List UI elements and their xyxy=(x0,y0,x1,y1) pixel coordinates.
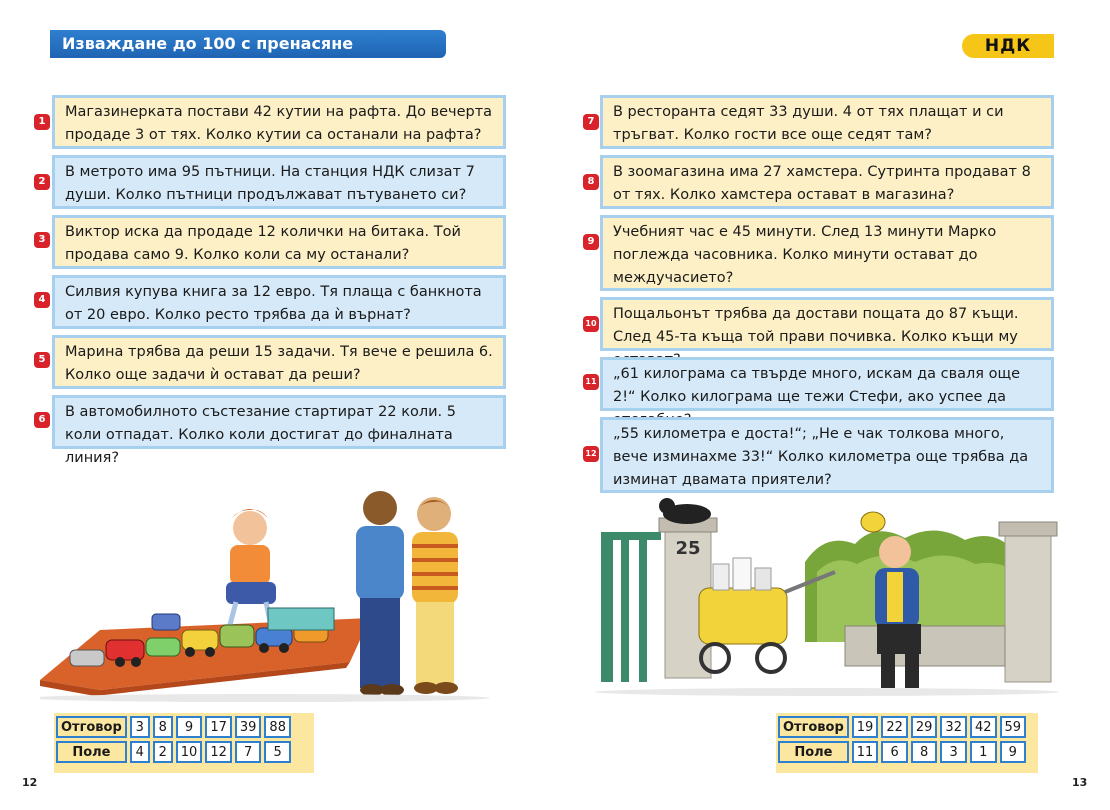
answer-cell: 42 xyxy=(970,716,997,738)
postman-illustration xyxy=(595,492,1060,702)
field-cell: 7 xyxy=(235,741,262,763)
task-number-9: 9 xyxy=(583,234,599,250)
field-row xyxy=(56,741,291,763)
field-cell: 11 xyxy=(852,741,879,763)
task-10: Пощальонът трябва да достави пощата до 87 къщи. След 45-та къща той прави почивка. Колко къщи му xyxy=(600,297,1054,351)
answer-cell: 3 xyxy=(130,716,150,738)
answer-cell: 17 xyxy=(205,716,232,738)
toy-market-illustration xyxy=(40,490,490,705)
task-11: „61 килограма са твърде много, искам да сваля още 2!“ Колко килограма ще тежи Стефи, ако успее да xyxy=(600,357,1054,411)
task-6: В автомобилното състезание стартират 22 коли. 5 коли отпадат. Колко коли достигат до финалната линия? xyxy=(52,395,506,449)
answer-label: Отговор xyxy=(56,716,127,738)
field-cell: 9 xyxy=(1000,741,1027,763)
field-cell: 3 xyxy=(940,741,967,763)
field-cell: 1 xyxy=(970,741,997,763)
task-number-11: 11 xyxy=(583,374,599,390)
answer-table-right xyxy=(775,713,1029,766)
answer-cell: 88 xyxy=(264,716,291,738)
task-2: В метрото има 95 пътници. На станция НДК слизат 7 души. Колко пътници продължават пътуването си? xyxy=(52,155,506,209)
task-number-12: 12 xyxy=(583,446,599,462)
task-1: Магазинерката постави 42 кутии на рафта. До вечерта продаде 3 от тях. Колко кутии са останали на рафта? xyxy=(52,95,506,149)
field-cell: 5 xyxy=(264,741,291,763)
task-3: Виктор иска да продаде 12 колички на битака. Той продава само 9. Колко коли са му останали? xyxy=(52,215,506,269)
page-number-right: 13 xyxy=(1072,776,1088,789)
field-label: Поле xyxy=(56,741,127,763)
task-number-5: 5 xyxy=(34,352,50,368)
field-cell: 8 xyxy=(911,741,938,763)
task-8: В зоомагазина има 27 хамстера. Сутринта продават 8 от тях. Колко хамстера остават в магазина? xyxy=(600,155,1054,209)
page-number-left: 12 xyxy=(22,776,38,789)
task-number-2: 2 xyxy=(34,174,50,190)
house-number: 25 xyxy=(675,538,701,559)
task-number-1: 1 xyxy=(34,114,50,130)
publisher-logo: НДК xyxy=(962,34,1054,58)
answer-row xyxy=(56,716,291,738)
field-cell: 6 xyxy=(881,741,908,763)
answer-label: Отговор xyxy=(778,716,849,738)
task-number-3: 3 xyxy=(34,232,50,248)
field-label: Поле xyxy=(778,741,849,763)
task-12: „55 километра е доста!“; „Не е чак толкова много, вече изминахме 33!“ Колко километра още трябва да изминат двамата приятели? xyxy=(600,417,1054,493)
answer-cell: 22 xyxy=(881,716,908,738)
field-cell: 12 xyxy=(205,741,232,763)
answer-cell: 39 xyxy=(235,716,262,738)
answer-table-left xyxy=(53,713,294,766)
answer-cell: 8 xyxy=(153,716,173,738)
answer-cell: 9 xyxy=(176,716,203,738)
task-7: В ресторанта седят 33 души. 4 от тях плащат и си тръгват. Колко гости все още седят там? xyxy=(600,95,1054,149)
task-4: Силвия купува книга за 12 евро. Тя плаща с банкнота от 20 евро. Колко ресто трябва да ѝ върнат? xyxy=(52,275,506,329)
task-number-8: 8 xyxy=(583,174,599,190)
task-9: Учебният час е 45 минути. След 13 минути Марко поглежда часовника. Колко минути остават до междучасието? xyxy=(600,215,1054,291)
task-number-10: 10 xyxy=(583,316,599,332)
task-number-6: 6 xyxy=(34,412,50,428)
answer-row xyxy=(778,716,1026,738)
task-number-4: 4 xyxy=(34,292,50,308)
answer-cell: 29 xyxy=(911,716,938,738)
task-5: Марина трябва да реши 15 задачи. Тя вече е решила 6. Колко още задачи ѝ остават да реши? xyxy=(52,335,506,389)
field-row xyxy=(778,741,1026,763)
field-cell: 10 xyxy=(176,741,203,763)
section-title: Изваждане до 100 с пренасяне xyxy=(50,30,446,58)
task-number-7: 7 xyxy=(583,114,599,130)
answer-cell: 32 xyxy=(940,716,967,738)
field-cell: 2 xyxy=(153,741,173,763)
answer-cell: 59 xyxy=(1000,716,1027,738)
answer-cell: 19 xyxy=(852,716,879,738)
field-cell: 4 xyxy=(130,741,150,763)
